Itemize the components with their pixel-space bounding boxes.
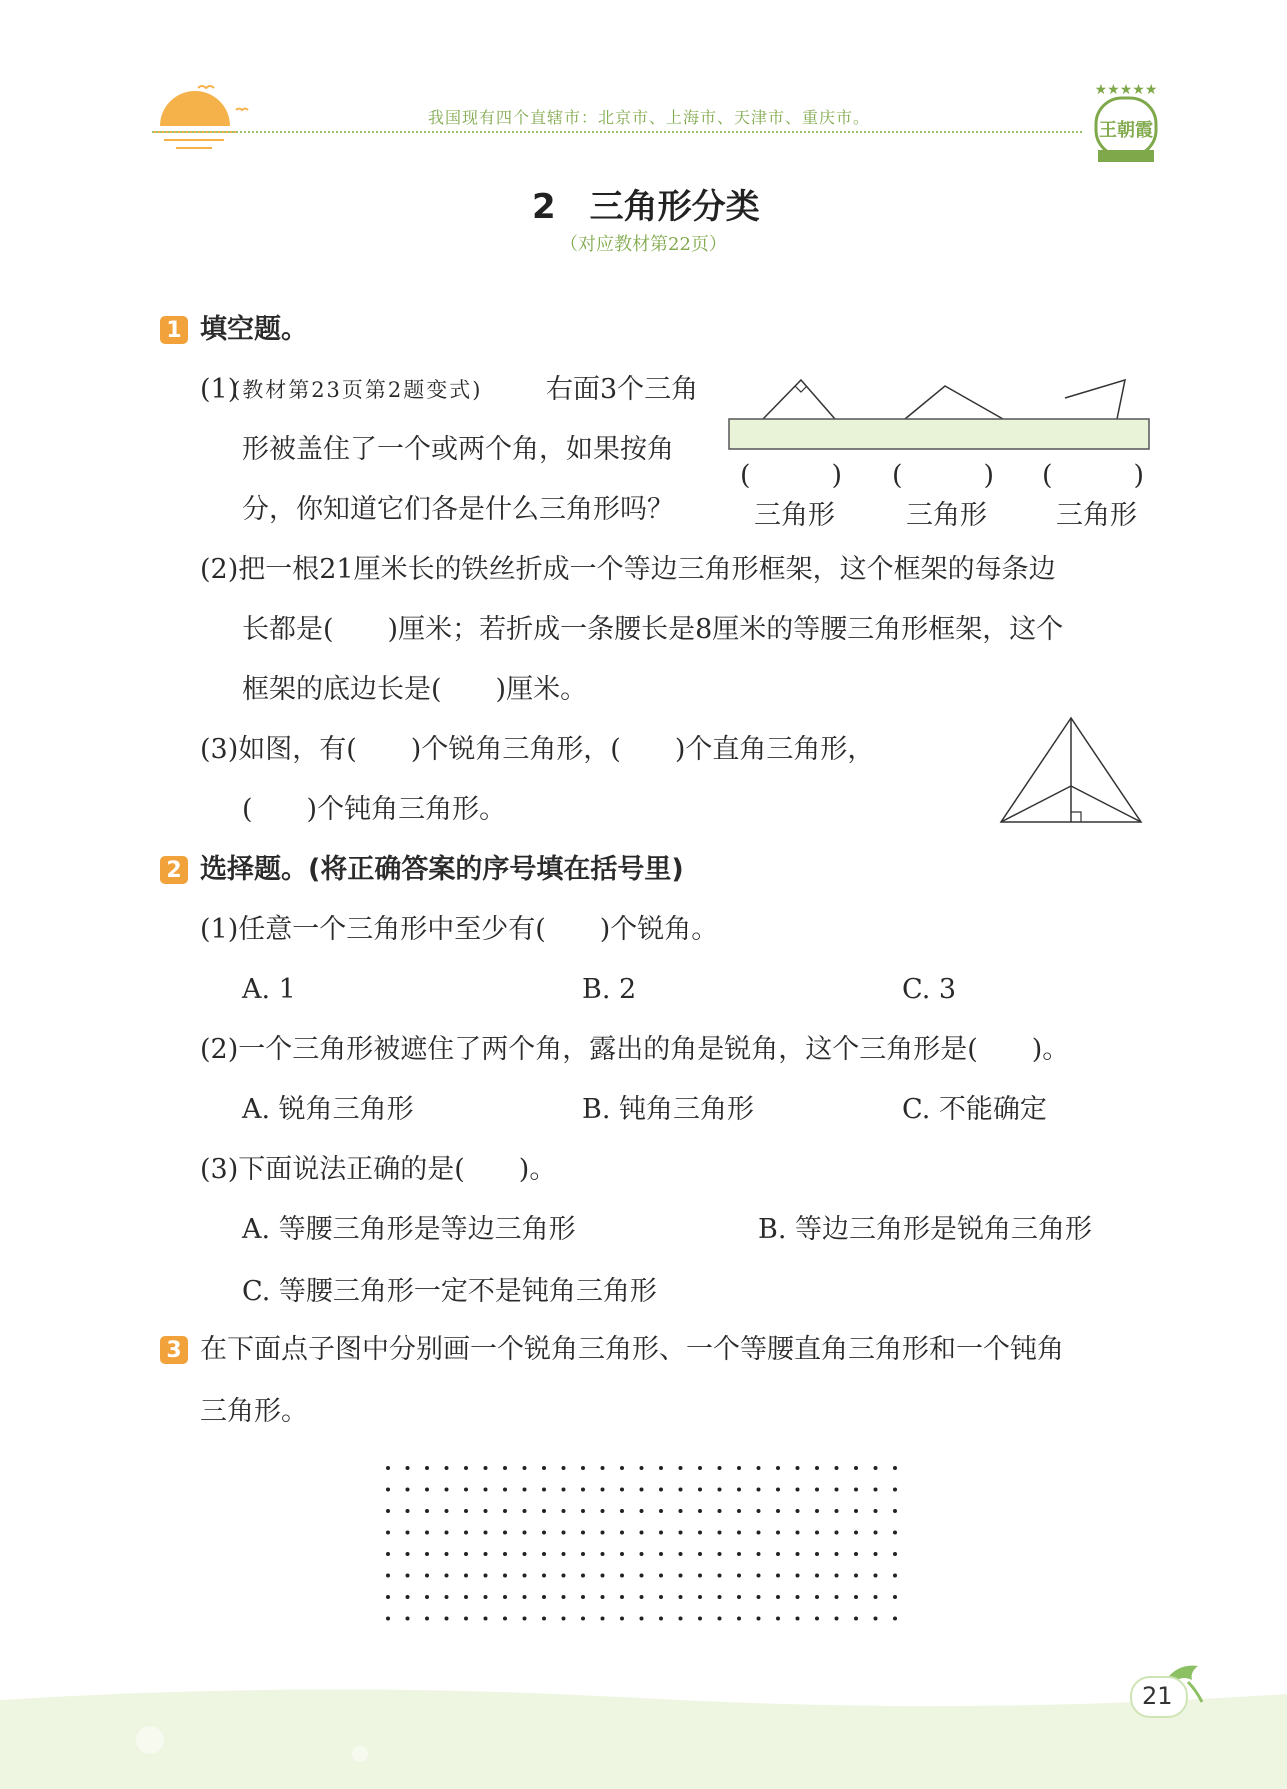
grid-dot	[406, 1531, 410, 1535]
lesson-title: 2 三角形分类	[532, 187, 760, 227]
q2-2-option-a[interactable]: A. 锐角三角形	[242, 1094, 414, 1125]
grid-dot	[445, 1552, 449, 1556]
grid-dot	[776, 1531, 780, 1535]
q1-1-prefix: (1)	[200, 374, 239, 405]
grid-dot	[523, 1617, 527, 1621]
dot-grid[interactable]	[380, 1460, 980, 1640]
grid-dot	[659, 1509, 663, 1513]
grid-dot	[406, 1552, 410, 1556]
grid-dot	[718, 1595, 722, 1599]
grid-dot	[425, 1574, 429, 1578]
grid-dot	[757, 1574, 761, 1578]
grid-dot	[523, 1466, 527, 1470]
section-1-badge: 1	[160, 316, 188, 344]
q2-2-stem: (2)一个三角形被遮住了两个角，露出的角是锐角，这个三角形是( )。	[200, 1034, 1070, 1065]
grid-dot	[581, 1595, 585, 1599]
grid-dot	[659, 1617, 663, 1621]
grid-dot	[796, 1531, 800, 1535]
grid-dot	[737, 1466, 741, 1470]
grid-dot	[620, 1488, 624, 1492]
grid-dot	[893, 1488, 897, 1492]
section-3-line2: 三角形。	[200, 1396, 308, 1427]
grid-dot	[679, 1488, 683, 1492]
grid-dot	[874, 1617, 878, 1621]
grid-dot	[815, 1595, 819, 1599]
grid-dot	[386, 1509, 390, 1513]
grid-dot	[854, 1488, 858, 1492]
q1-2-line2: 长都是( )厘米；若折成一条腰长是8厘米的等腰三角形框架，这个	[242, 614, 1064, 645]
grid-dot	[698, 1617, 702, 1621]
grid-dot	[542, 1488, 546, 1492]
grid-dot	[445, 1617, 449, 1621]
grid-dot	[737, 1488, 741, 1492]
grid-dot	[835, 1488, 839, 1492]
grid-dot	[581, 1552, 585, 1556]
grid-dot	[757, 1552, 761, 1556]
grid-dot	[542, 1617, 546, 1621]
grid-dot	[425, 1509, 429, 1513]
grid-dot	[464, 1488, 468, 1492]
grid-dot	[718, 1552, 722, 1556]
grid-dot	[854, 1509, 858, 1513]
grid-dot	[640, 1531, 644, 1535]
grid-dot	[640, 1574, 644, 1578]
grid-dot	[796, 1488, 800, 1492]
grid-dot	[542, 1466, 546, 1470]
grid-dot	[406, 1617, 410, 1621]
grid-dot	[386, 1488, 390, 1492]
grid-dot	[386, 1552, 390, 1556]
grid-dot	[620, 1574, 624, 1578]
logo-text: 王朝霞	[1099, 120, 1153, 141]
grid-dot	[776, 1552, 780, 1556]
header-dotted-line	[152, 131, 1082, 133]
grid-dot	[757, 1531, 761, 1535]
grid-dot	[679, 1466, 683, 1470]
grid-dot	[659, 1466, 663, 1470]
grid-dot	[776, 1466, 780, 1470]
grid-dot	[562, 1617, 566, 1621]
grid-dot	[718, 1488, 722, 1492]
grid-dot	[562, 1531, 566, 1535]
grid-dot	[601, 1595, 605, 1599]
grid-dot	[445, 1595, 449, 1599]
grid-dot	[601, 1617, 605, 1621]
grid-dot	[854, 1531, 858, 1535]
grid-dot	[581, 1531, 585, 1535]
grid-dot	[386, 1617, 390, 1621]
grid-dot	[484, 1617, 488, 1621]
grid-dot	[464, 1617, 468, 1621]
triangle-figure	[995, 714, 1147, 826]
q1-3-line2: ( )个钝角三角形。	[242, 794, 507, 825]
grid-dot	[484, 1574, 488, 1578]
grid-dot	[581, 1509, 585, 1513]
grid-dot	[835, 1595, 839, 1599]
grid-dot	[796, 1552, 800, 1556]
grid-dot	[425, 1531, 429, 1535]
grid-dot	[796, 1617, 800, 1621]
grid-dot	[425, 1617, 429, 1621]
grid-dot	[698, 1488, 702, 1492]
grid-dot	[620, 1531, 624, 1535]
grid-dot	[503, 1509, 507, 1513]
grid-dot	[815, 1509, 819, 1513]
q1-blank-1[interactable]: ( )	[740, 460, 843, 491]
grid-dot	[445, 1488, 449, 1492]
q2-1-stem: (1)任意一个三角形中至少有( )个锐角。	[200, 914, 719, 945]
publisher-logo	[1088, 80, 1164, 166]
grid-dot	[854, 1552, 858, 1556]
q1-blank-label-1: 三角形	[754, 500, 835, 531]
grid-dot	[698, 1509, 702, 1513]
grid-dot	[503, 1466, 507, 1470]
grid-dot	[620, 1552, 624, 1556]
section-2-heading: 选择题。(将正确答案的序号填在括号里)	[200, 854, 684, 885]
grid-dot	[796, 1509, 800, 1513]
grid-dot	[835, 1617, 839, 1621]
grid-dot	[776, 1488, 780, 1492]
grid-dot	[503, 1574, 507, 1578]
q2-3-option-a[interactable]: A. 等腰三角形是等边三角形	[242, 1214, 576, 1245]
grid-dot	[620, 1595, 624, 1599]
lesson-subtitle: （对应教材第22页）	[560, 234, 727, 255]
grid-dot	[893, 1509, 897, 1513]
grid-dot	[562, 1509, 566, 1513]
grid-dot	[718, 1509, 722, 1513]
grid-dot	[737, 1595, 741, 1599]
grid-dot	[581, 1617, 585, 1621]
grid-dot	[679, 1574, 683, 1578]
grid-dot	[464, 1595, 468, 1599]
q2-3-stem: (3)下面说法正确的是( )。	[200, 1154, 557, 1185]
grid-dot	[737, 1552, 741, 1556]
grid-dot	[562, 1574, 566, 1578]
q1-blank-3[interactable]: ( )	[1042, 460, 1145, 491]
grid-dot	[815, 1488, 819, 1492]
grid-dot	[874, 1574, 878, 1578]
grid-dot	[562, 1466, 566, 1470]
grid-dot	[601, 1488, 605, 1492]
grid-dot	[776, 1574, 780, 1578]
grid-dot	[659, 1574, 663, 1578]
grid-dot	[640, 1552, 644, 1556]
grid-dot	[835, 1552, 839, 1556]
grid-dot	[698, 1552, 702, 1556]
q1-blank-label-2: 三角形	[906, 500, 987, 531]
grid-dot	[581, 1488, 585, 1492]
grid-dot	[659, 1488, 663, 1492]
grid-dot	[679, 1531, 683, 1535]
grid-dot	[562, 1595, 566, 1599]
grid-dot	[581, 1466, 585, 1470]
grid-dot	[640, 1617, 644, 1621]
grid-dot	[815, 1466, 819, 1470]
q1-blank-label-3: 三角形	[1056, 500, 1137, 531]
q1-1-note: (教材第23页第2题变式)	[232, 378, 483, 402]
grid-dot	[640, 1595, 644, 1599]
grid-dot	[893, 1531, 897, 1535]
grid-dot	[796, 1574, 800, 1578]
grid-dot	[640, 1488, 644, 1492]
grid-dot	[542, 1509, 546, 1513]
grid-dot	[523, 1552, 527, 1556]
grid-dot	[679, 1509, 683, 1513]
grid-dot	[640, 1466, 644, 1470]
q2-1-option-b[interactable]: B. 2	[582, 974, 637, 1005]
q2-1-option-c[interactable]: C. 3	[902, 974, 957, 1005]
grid-dot	[835, 1509, 839, 1513]
grid-dot	[562, 1488, 566, 1492]
section-3-heading: 在下面点子图中分别画一个锐角三角形、一个等腰直角三角形和一个钝角	[200, 1334, 1064, 1365]
grid-dot	[776, 1509, 780, 1513]
grid-dot	[893, 1617, 897, 1621]
grid-dot	[874, 1488, 878, 1492]
grid-dot	[854, 1574, 858, 1578]
grid-dot	[679, 1617, 683, 1621]
grid-dot	[503, 1488, 507, 1492]
q1-1-line3: 分，你知道它们各是什么三角形吗？	[242, 494, 674, 525]
grid-dot	[406, 1574, 410, 1578]
grid-dot	[815, 1531, 819, 1535]
grid-dot	[737, 1574, 741, 1578]
q1-1-text: 右面3个三角	[546, 374, 699, 405]
grid-dot	[718, 1617, 722, 1621]
grid-dot	[757, 1617, 761, 1621]
grid-dot	[698, 1574, 702, 1578]
q2-1-option-a[interactable]: A. 1	[242, 974, 296, 1005]
grid-dot	[601, 1531, 605, 1535]
grid-dot	[445, 1574, 449, 1578]
q2-3-option-c[interactable]: C. 等腰三角形一定不是钝角三角形	[242, 1276, 657, 1307]
grid-dot	[718, 1574, 722, 1578]
q2-2-option-b[interactable]: B. 钝角三角形	[582, 1094, 755, 1125]
section-2-badge: 2	[160, 856, 188, 884]
grid-dot	[523, 1595, 527, 1599]
grid-dot	[484, 1552, 488, 1556]
sunset-icon	[150, 80, 260, 152]
grid-dot	[737, 1531, 741, 1535]
grid-dot	[425, 1466, 429, 1470]
grid-dot	[445, 1509, 449, 1513]
grid-dot	[835, 1574, 839, 1578]
grid-dot	[893, 1595, 897, 1599]
grid-dot	[796, 1595, 800, 1599]
grid-dot	[464, 1552, 468, 1556]
q1-blank-2[interactable]: ( )	[892, 460, 995, 491]
grid-dot	[737, 1617, 741, 1621]
q1-1-line2: 形被盖住了一个或两个角，如果按角	[242, 434, 674, 465]
grid-dot	[562, 1552, 566, 1556]
grid-dot	[698, 1466, 702, 1470]
grid-dot	[523, 1509, 527, 1513]
grid-dot	[601, 1509, 605, 1513]
grid-dot	[776, 1595, 780, 1599]
grid-dot	[874, 1509, 878, 1513]
svg-text:★★★★★: ★★★★★	[1094, 82, 1158, 98]
grid-dot	[523, 1531, 527, 1535]
grid-dot	[659, 1595, 663, 1599]
grid-dot	[874, 1595, 878, 1599]
grid-dot	[874, 1466, 878, 1470]
grid-dot	[776, 1617, 780, 1621]
grid-dot	[601, 1552, 605, 1556]
grid-dot	[874, 1531, 878, 1535]
grid-dot	[464, 1531, 468, 1535]
grid-dot	[718, 1531, 722, 1535]
grid-dot	[893, 1466, 897, 1470]
covered-triangles-figure	[725, 374, 1155, 454]
grid-dot	[796, 1466, 800, 1470]
page-number: 21	[1142, 1682, 1173, 1710]
grid-dot	[620, 1509, 624, 1513]
grid-dot	[503, 1552, 507, 1556]
grid-dot	[484, 1466, 488, 1470]
grid-dot	[854, 1617, 858, 1621]
grid-dot	[835, 1531, 839, 1535]
grid-dot	[679, 1595, 683, 1599]
grid-dot	[835, 1466, 839, 1470]
grid-dot	[659, 1531, 663, 1535]
grid-dot	[620, 1617, 624, 1621]
grid-dot	[386, 1466, 390, 1470]
grid-dot	[406, 1488, 410, 1492]
grid-dot	[893, 1552, 897, 1556]
grid-dot	[464, 1509, 468, 1513]
grid-dot	[601, 1466, 605, 1470]
grid-dot	[445, 1466, 449, 1470]
grid-dot	[503, 1617, 507, 1621]
grid-dot	[523, 1488, 527, 1492]
grid-dot	[406, 1595, 410, 1599]
grid-dot	[893, 1574, 897, 1578]
grid-dot	[854, 1595, 858, 1599]
grid-dot	[757, 1488, 761, 1492]
grid-dot	[679, 1552, 683, 1556]
q1-2-line3: 框架的底边长是( )厘米。	[242, 674, 588, 705]
grid-dot	[757, 1595, 761, 1599]
grid-dot	[640, 1509, 644, 1513]
grid-dot	[854, 1466, 858, 1470]
grid-dot	[464, 1574, 468, 1578]
header	[0, 0, 1287, 160]
grid-dot	[718, 1466, 722, 1470]
grid-dot	[581, 1574, 585, 1578]
grid-dot	[698, 1531, 702, 1535]
grid-dot	[737, 1509, 741, 1513]
grid-dot	[484, 1531, 488, 1535]
grid-dot	[620, 1466, 624, 1470]
grid-dot	[659, 1552, 663, 1556]
grid-dot	[425, 1552, 429, 1556]
grid-dot	[542, 1552, 546, 1556]
grid-dot	[601, 1574, 605, 1578]
grid-dot	[815, 1617, 819, 1621]
grid-dot	[484, 1595, 488, 1599]
grid-dot	[542, 1531, 546, 1535]
section-3-badge: 3	[160, 1336, 188, 1364]
section-1-heading: 填空题。	[200, 314, 308, 345]
grid-dot	[757, 1509, 761, 1513]
grid-dot	[815, 1552, 819, 1556]
q1-2-line1: (2)把一根21厘米长的铁丝折成一个等边三角形框架，这个框架的每条边	[200, 554, 1056, 585]
grid-dot	[386, 1531, 390, 1535]
grid-dot	[503, 1531, 507, 1535]
q1-3-line1: (3)如图，有( )个锐角三角形，( )个直角三角形，	[200, 734, 875, 765]
grid-dot	[815, 1574, 819, 1578]
grid-dot	[445, 1531, 449, 1535]
grid-dot	[757, 1466, 761, 1470]
grid-dot	[874, 1552, 878, 1556]
grid-dot	[542, 1595, 546, 1599]
grid-dot	[698, 1595, 702, 1599]
grid-dot	[425, 1488, 429, 1492]
grid-dot	[406, 1466, 410, 1470]
grid-dot	[542, 1574, 546, 1578]
grid-dot	[406, 1509, 410, 1513]
grid-dot	[464, 1466, 468, 1470]
grid-dot	[503, 1595, 507, 1599]
grid-dot	[425, 1595, 429, 1599]
grid-dot	[484, 1488, 488, 1492]
grid-dot	[386, 1574, 390, 1578]
grid-dot	[484, 1509, 488, 1513]
q2-2-option-c[interactable]: C. 不能确定	[902, 1094, 1047, 1125]
q2-3-option-b[interactable]: B. 等边三角形是锐角三角形	[758, 1214, 1093, 1245]
footer-background	[0, 1680, 1287, 1789]
grid-dot	[386, 1595, 390, 1599]
grid-dot	[523, 1574, 527, 1578]
banner-text: 我国现有四个直辖市：北京市、上海市、天津市、重庆市。	[428, 108, 871, 127]
